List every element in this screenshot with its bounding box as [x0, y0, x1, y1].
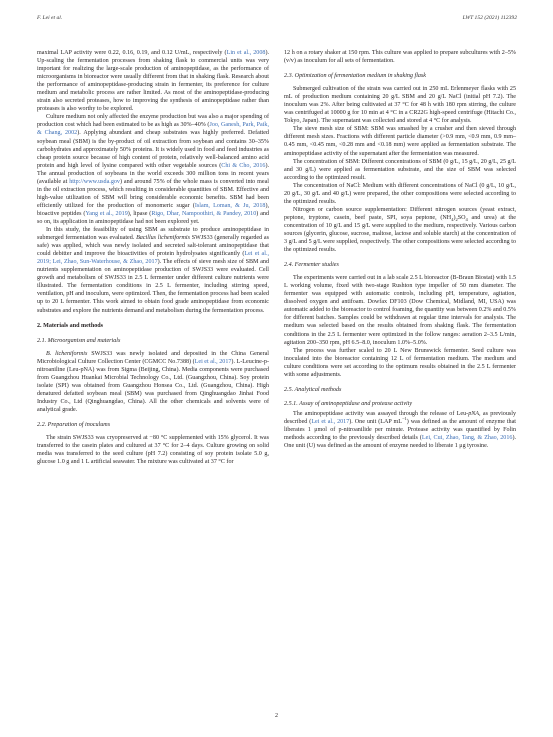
- citation-link[interactable]: Yang et al., 2019: [85, 210, 128, 217]
- paragraph: In this study, the feasibility of using SBM as substrate to produce aminopeptidase in submerged fermentation was evaluated. Bacillus licheniformis SWJS33 (generally regarded as safe) was applied, which was newly isolated and secreted salt-tolerant aminopeptidase that could debitter and improve the bioactivities of protein hydrolysates significantly (Lei et al., 2019; Lei, Zhao, Sun-Waterhouse, & Zhao, 2017). The effects of sieve mesh size of SBM and nutrients supplementation on aminopeptidase production of SWJS33 were evaluated. Cell growth and metabolism of SWJS33 in 2.5 L fermenter under different culture nutrients were illustrated. The fermentation conditions in 2.5 L fermenter, including stirring speed, ventilation, pH and inoculum, were optimized. Then, the fermentation process had been scaled up to 20 L fermenter. This work aimed to obtain food grade aminopeptidase from economic substrates and explore the nutrients demand and metabolism during the fermentation process.: [37, 227, 270, 314]
- running-header-journal: LWT 152 (2021) 112392: [462, 15, 517, 21]
- subsection-heading: 2.2. Preparation of inoculums: [37, 422, 111, 429]
- subsubsection-heading: 2.5.1. Assay of aminopeptidase and protease activity: [284, 400, 413, 407]
- citation-link[interactable]: Lei et al., 2017: [194, 358, 232, 365]
- subsection-heading: 2.5. Analytical methods: [284, 386, 342, 393]
- paragraph: Culture medium not only affected the enzyme production but was also a major spending of production cost which had been estimated to be as high as 30%–40% (Joo, Ganesh, Park, Paik, & Chang, 2002). Applying abundant and cheap substrates was highly preferred. Defatted soybean meal (SBM) is the by-product of oil extraction from soybean and contains 30–35% carbohydrates and approximately 50% proteins. It is widely used in food and feed industries as cheap protein source because of high content of protein, relatively well-balanced amino acid protein and high level of lysine compared with other vegetable sources (Chi & Cho, 2016). The annual production of soybeans in the world exceeds 300 million tons in recent years (available at http://www.usda.gov) and around 75% of the whole mass is converted into meal in the oil extraction process, which resulting in considerable quantities of SBM. Effective and high-value utilization of SBM will bring considerable economic benefits. SBM had been efficiently utilized for the production of monomeric sugar (Islam, Loman, & Ju, 2018), bioactive peptides (Yang et al., 2019), lipase (Rigo, Dhar, Nampoothiri, & Pandey, 2010) and so on, its application in aminopeptidase had not been explored yet.: [37, 114, 270, 225]
- citation-link[interactable]: Lei et al., 2017: [311, 418, 350, 425]
- page-number: 2: [275, 713, 278, 719]
- citation-link[interactable]: Lei, Cui, Zhao, Tang, & Zhao, 2016: [421, 435, 513, 442]
- left-column: [37, 49, 269, 466]
- subsection-heading: 2.1. Microorganism and materials: [37, 337, 121, 344]
- paragraph: The sieve mesh size of SBM: SBM was smashed by a crusher and then sieved through different mesh sizes. Fractions with different particle diameter (>0.9 mm, <0.9 mm, 0.9 mm–0.45 mm, <0.45 mm, <0.28 mm and <0.18 mm) were applied as fermentation substrate. The aminopeptidase activity of the supernatant after the fermentation was measured.: [284, 126, 516, 157]
- citation-link[interactable]: Lin et al., 2008: [226, 50, 266, 56]
- paragraph: The aminopeptidase activity was assayed through the release of Leu-pNA, as previously described (Lei et al., 2017). One unit (LAP $mL^{-1}$) was defined as the amount of enzyme that liberates 1 μmol of p-nitroanilide per minute. Protease activity was quantified by Folin methods according to the previously described details (Lei, Cui, Zhao, Tang, & Zhao, 2016). One unit (U) was defined as the amount of enzyme needed to liberate 1 μg tyrosine.: [284, 410, 516, 450]
- paragraph: maximal LAP activity were 0.22, 0.16, 0.19, and 0.12 U/mL, respectively (Lin et al., 2008). Up-scaling the fermentation processes from shaking flask to commercial units was very important for realizing the large-scale production of aminopeptidase, as the performance of microorganisms in bioreactor were usually different from that in shaking flask. Research about the performance of aminopeptidase-producing strain in fermenter, its preference for culture medium and metabolic process are rather limited. As most of the aminopeptidase-producing strain also secreted proteases, how to improving the synthesis of aminopeptidase rather than proteases is also worthy to be explored.: [37, 50, 269, 113]
- subsection-heading: 2.4. Fermenter studies: [284, 262, 339, 269]
- paragraph: The experiments were carried out in a lab scale 2.5 L bioreactor (B-Braun Biostat) with 1.5 L working volume, fixed with two-stage Rushton type impeller of 50 mm diameter. The fermenter was equipped with automatic controls, including pH, temperature, agitation, dissolved oxygen and antifoam. Dowfax DF103 (Dow Chemical, Midland, MI, USA) was automatic added to the bioreactor to control foaming, the quantity was between 0.2% and 0.5% for different batches. Samples could be withdrawn at regular time intervals for analysis. The medium was selected based on the results obtained from shaking flask. The fermentation conditions in the 2.5 L fermenter were optimized in the follow ranges: aeration 2–3.5 L/min, agitation 200–350 rpm, pH 6.5–8.0, inoculum 1.0%–5.0%.: [284, 275, 516, 346]
- url-link[interactable]: http://www.usda.gov: [69, 178, 120, 185]
- paragraph: The process was further scaled to 20 L New Brunswick fermenter. Seed culture was inoculated into the bioreactor containing 12 L of fermentation medium. The medium and culture conditions were set according to the optimum results obtained in the 2.5 L fermenter with some adjustments.: [284, 347, 516, 378]
- paragraph: The concentration of NaCl: Medium with different concentrations of NaCl (0 g/L, 10 g/L, 20 g/L, 30 g/L and 40 g/L) were prepared, the other compositions were selected according to the optimized results.: [284, 182, 516, 205]
- paragraph: The concentration of SBM: Different concentrations of SBM (0 g/L, 15 g/L, 20 g/L, 25 g/L and 30 g/L) were applied as fermentation substrate, and the size of SBM was selected according to the optimized result.: [284, 158, 516, 181]
- running-header-authors: F. Lei et al.: [37, 15, 63, 21]
- paragraph: Submerged cultivation of the strain was carried out in 250 mL Erlenmeyer flasks with 25 mL of production medium containing 20 g/L SBM and 20 g/L NaCl (initial pH 7.2). The inoculum was 2%. After being cultivated at 37 °C for 48 h with 180 rpm stirring, the culture was centrifuged at 10000 g for 10 min at 4 °C in a CR22G high-speed centrifuge (Hitachi Co., Tokyo, Japan). The supernatant was collected and stored at 4 °C for analysis.: [284, 86, 516, 125]
- citation-link[interactable]: Islam, Loman, & Ju, 2018: [194, 202, 266, 209]
- citation-link[interactable]: Joo, Ganesh, Park, Paik, & Chang, 2002: [37, 122, 269, 137]
- citation-link[interactable]: Lei et al., 2019; Lei, Zhao, Sun-Waterhouse, & Zhao, 2017: [37, 251, 269, 266]
- subsection-heading: 2.3. Optimization of fermentation medium in shaking flask: [284, 73, 427, 80]
- paragraph: The strain SWJS33 was cryopreserved at −80 °C supplemented with 15% glycerol. It was transferred to the casein plates and cultured at 37 °C for 2–4 days. Culture growing on solid media was transferred to the seed culture (pH 7.2) consisting of soy protein isolate 5.0 g, glucose 1.0 g and 1 L artificial seawater. The mixture was cultivated at 37 °C for: [37, 435, 269, 466]
- right-column: [284, 49, 516, 450]
- paragraph: Nitrogen or carbon source supplementation: Different nitrogen sources (yeast extract, peptone, tryptone, casein, beef paste, SPI, soya peptone, $(NH_4)_2SO_4$ and urea) at the concentration of 10 g/L and 15 g/L were supplied to the medium, respectively. Various carbon sources (glycerin, glucose, sucrose, maltose, lactose and soluble starch) at the concentration of 3 g/L and 5 g/L were supplied, respectively. The other compositions were selected according to the optimized results.: [284, 206, 516, 254]
- paragraph: 12 h on a rotary shaker at 150 rpm. This culture was applied to prepare subcultures with 2–5% (v/v) as inoculum for all sets of fermentation.: [284, 50, 516, 65]
- section-heading: 2. Materials and methods: [37, 322, 104, 329]
- citation-link[interactable]: Chi & Cho, 2016: [221, 162, 266, 169]
- citation-link[interactable]: Rigo, Dhar, Nampoothiri, & Pandey, 2010: [151, 210, 257, 217]
- paragraph: B. licheniformis SWJS33 was newly isolated and deposited in the China General Microbiological Culture Collection Center (CGMCC No.7388) (Lei et al., 2017). L-Leucine-p-nitroaniline (Leu-pNA) was from Sigma (Beijing, China). Media components were purchased from Guangzhou Huankai Microbial Technology Co., Ltd. (Guangzhou, China). Soy protein isolate (SPI) was obtained from Guangzhou Honsea Co., Ltd. (Guangzhou, China). High denatured defatted soybean meal (SBM) was purchased from Qinghuangdao Jinhai Food Industry Co., Ltd (Qinghuangdao, China). All the other chemicals and solvents were of analytical grade.: [37, 350, 269, 413]
